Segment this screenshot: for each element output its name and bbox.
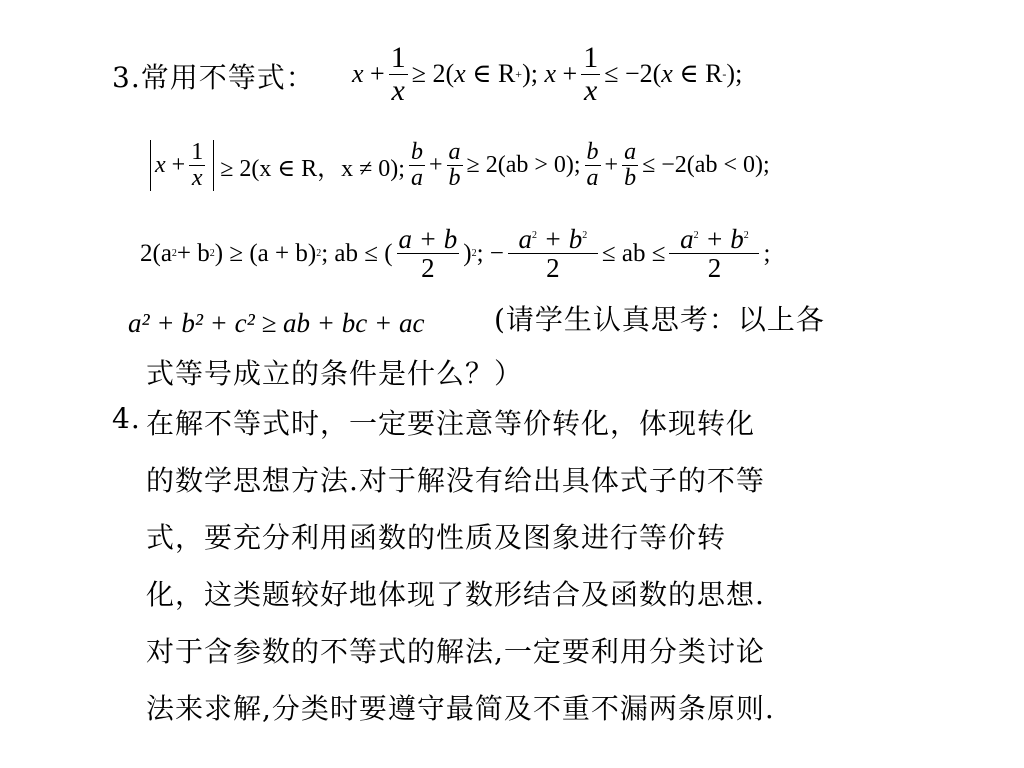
item3-label: 3.常用不等式： [112,61,315,94]
formula-line-4: a² + b² + c² ≥ ab + bc + ac [128,308,425,338]
item4-line-2: 的数学思想方法.对于解没有给出具体式子的不等 [146,464,765,497]
item3-title: 常用不等式： [140,61,315,94]
item4-line-3: 式，要充分利用函数的性质及图象进行等价转 [146,521,727,554]
formula-line-3: 2(a 2 + b 2 ) ≥ (a + b) 2 ; ab ≤ ( $\frac{a + b}{2}$ ) 2 ; − $\frac{a^2 + b^2}{2}$ ≤ ab ≤ $\frac{a^2 + b^2}{2}$ ; [140,224,771,284]
item4-line-4: 化，这类题较好地体现了数形结合及函数的思想. [146,578,765,611]
item4-line-1: 在解不等式时，一定要注意等价转化，体现转化 [146,407,756,440]
item4-label: 4. [112,402,141,435]
formula-line-2: x + $\frac{1}{x}$ ≥ 2(x ∈ R，x ≠ 0); $\frac{b}{a}$ + $\frac{a}{b}$ ≥ 2(ab > 0); $\frac{b}{a}$ + $\frac{a}{b}$ ≤ −2(ab < 0); [150,140,770,191]
item4-line-6: 法来求解,分类时要遵守最简及不重不漏两条原则. [146,692,775,725]
note-line-1: (请学生认真思考：以上各 [494,303,825,336]
fraction-one-over-x: $\frac{1}{x}$ [390,41,406,107]
item4-line-5: 对于含参数的不等式的解法,一定要利用分类讨论 [146,635,765,668]
note-line-2: 式等号成立的条件是什么？） [146,357,524,390]
absolute-value: x + $\frac{1}{x}$ [150,140,214,191]
fraction-one-over-x-2: $\frac{1}{x}$ [583,41,599,107]
formula-line-1: x + $\frac{1}{x}$ ≥ 2( x ∈ R + ); x + $\frac{1}{x}$ ≤ −2( x ∈ R - ); [352,41,743,107]
